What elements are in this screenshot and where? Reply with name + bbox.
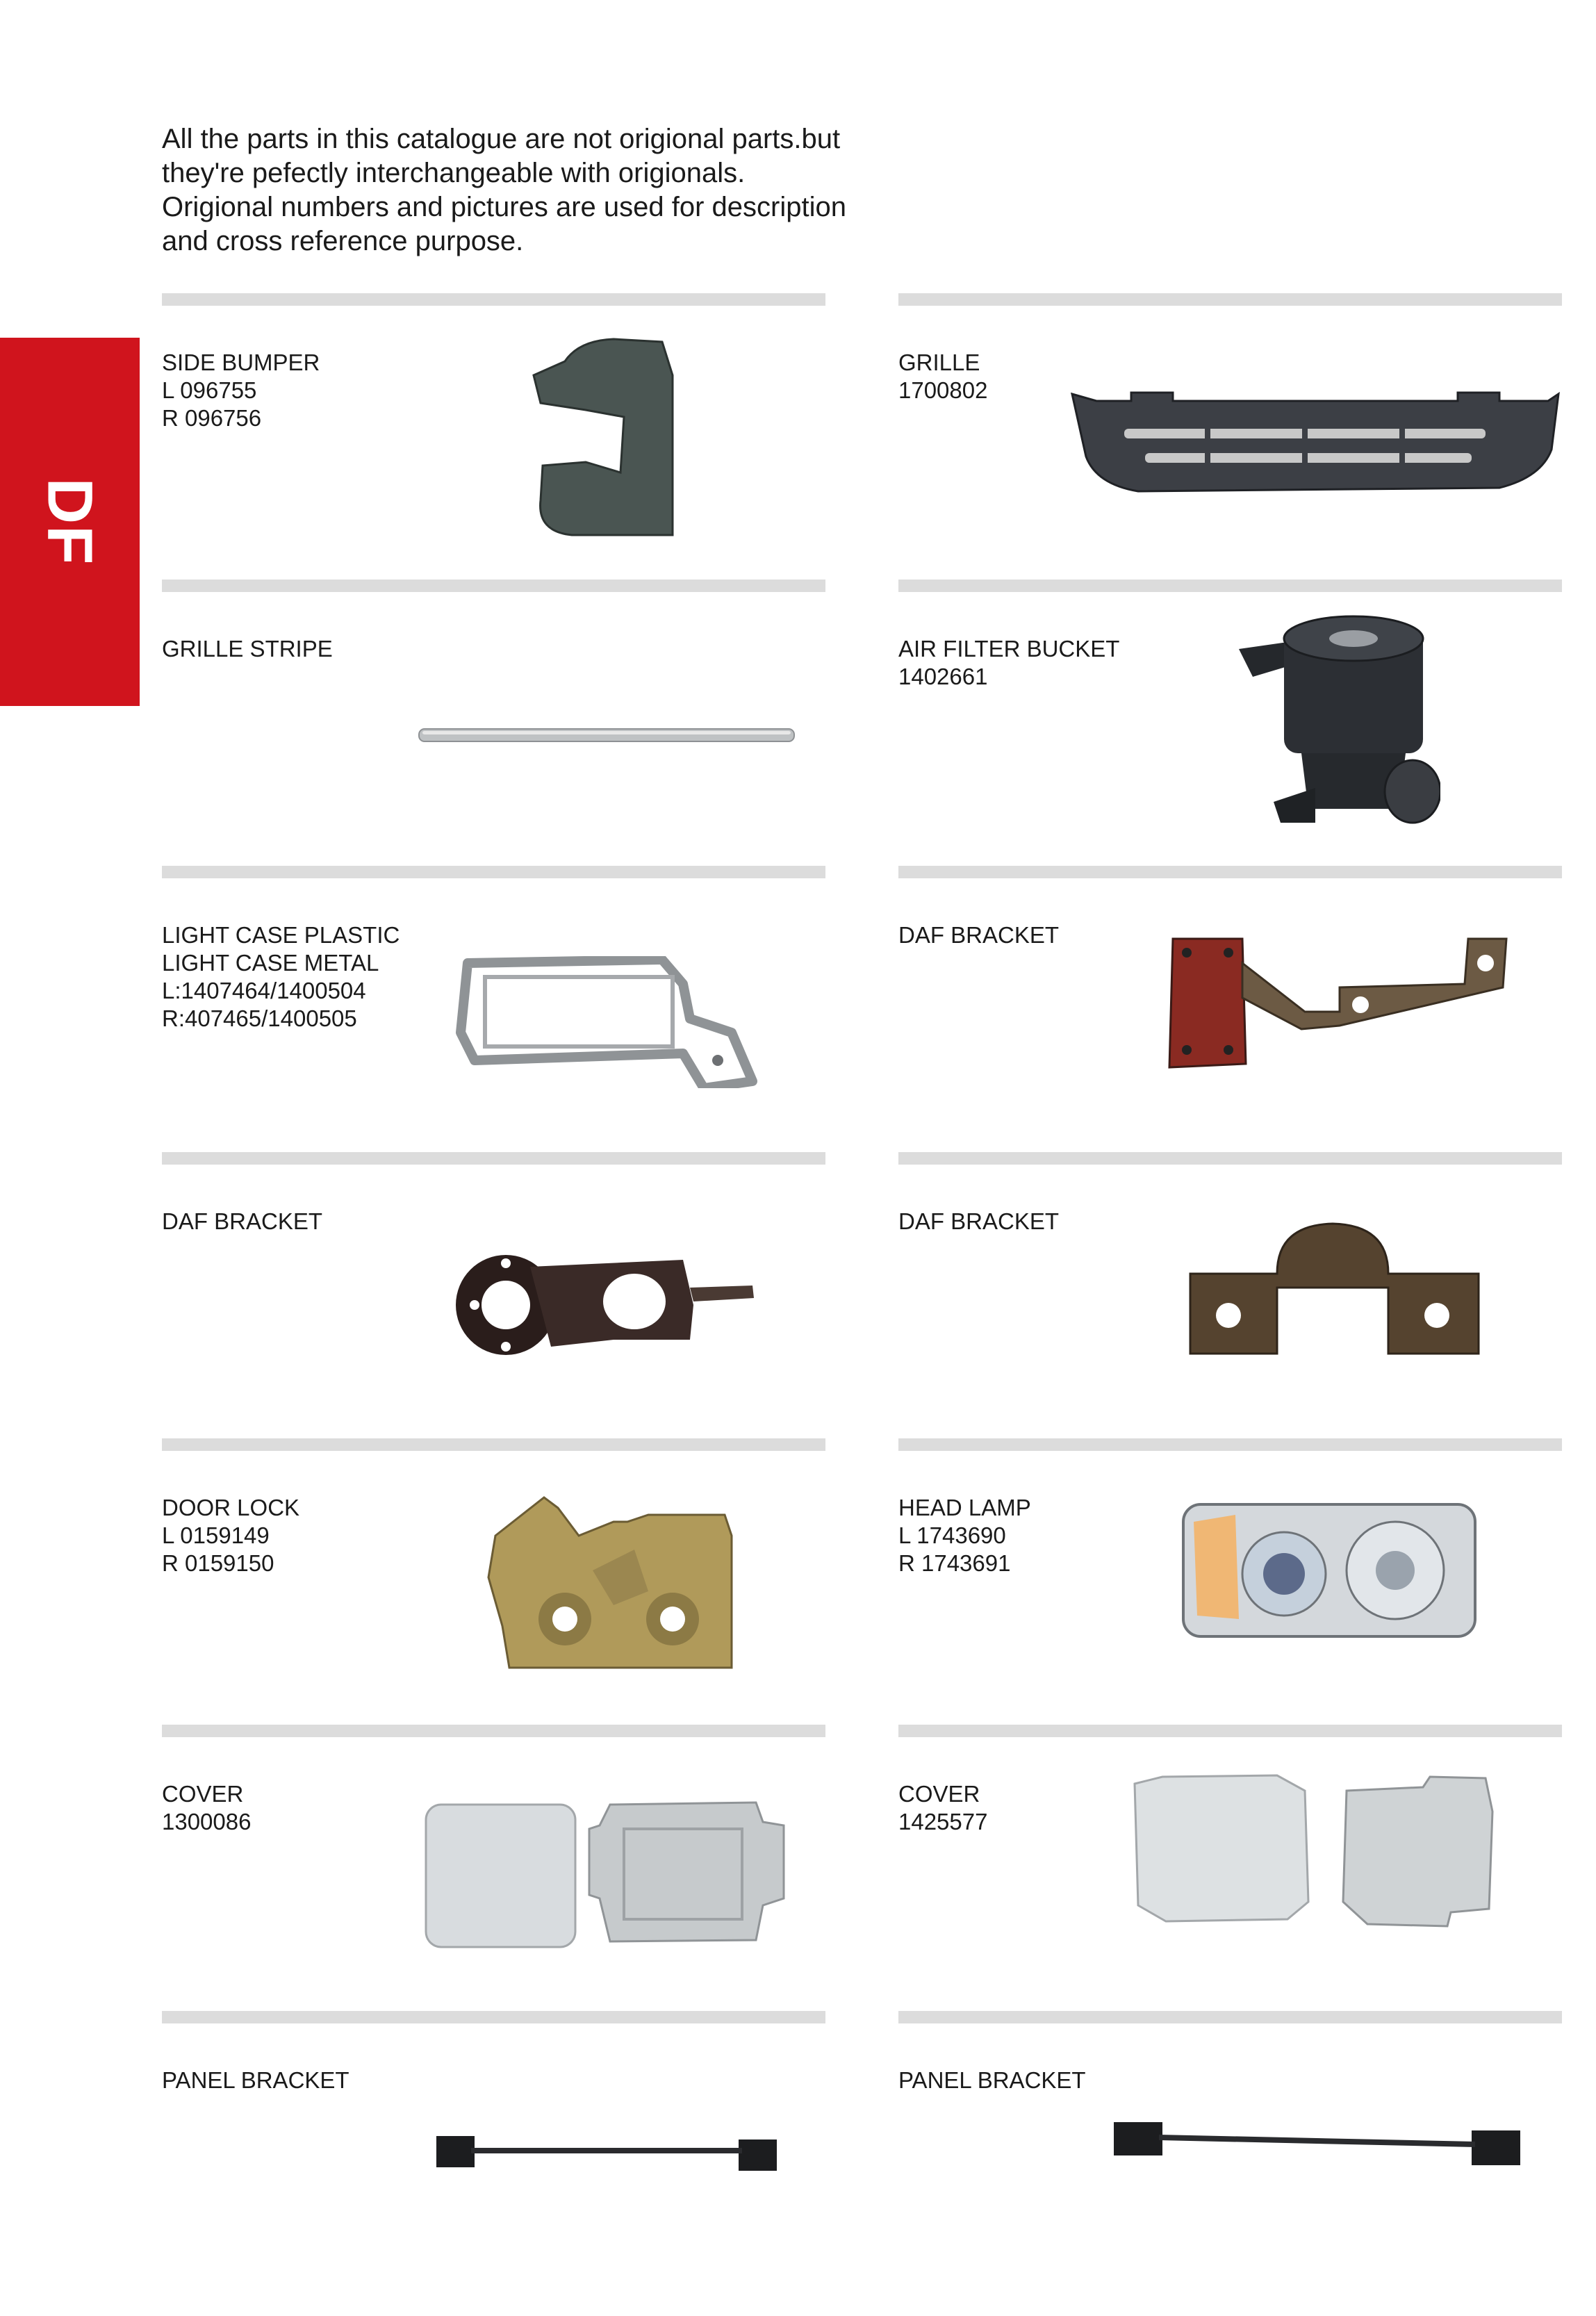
light-case-image [454,956,773,1088]
part-grille-stripe [162,580,825,857]
part-label [898,349,987,404]
section-divider [162,293,825,306]
part-number: R 0159150 [162,1550,274,1576]
section-divider [162,1152,825,1165]
part-label [898,1208,1059,1235]
part-number: L 096755 [162,377,257,403]
part-cover-1300086 [162,1725,825,2003]
part-number: R:407465/1400505 [162,1005,357,1031]
part-name: DOOR LOCK [162,1495,300,1520]
part-label [898,1780,987,1836]
part-light-case [162,866,825,1144]
grille-image [1069,387,1562,505]
section-divider [162,866,825,878]
part-number: L:1407464/1400504 [162,978,366,1003]
part-label [162,921,400,1033]
part-name: DAF BRACKET [162,1208,323,1234]
section-divider [898,293,1562,306]
side-bumper-image [523,334,690,542]
part-daf-bracket-2 [162,1152,825,1430]
disclaimer-line: All the parts in this catalogue are not origional parts.but [162,124,841,154]
section-divider [898,580,1562,592]
part-name: COVER [898,1781,980,1807]
part-label [898,635,1119,691]
section-divider [898,866,1562,878]
part-name: GRILLE STRIPE [162,636,333,662]
daf-bracket-image [454,1242,759,1361]
part-label [162,635,333,663]
part-number: 1402661 [898,664,988,689]
part-name: PANEL BRACKET [162,2067,349,2093]
section-divider [898,2011,1562,2023]
part-number: L 0159149 [162,1522,270,1548]
disclaimer-line: Origional numbers and pictures are used for description [162,192,846,222]
section-divider [898,1152,1562,1165]
door-lock-image [482,1494,739,1675]
brand-tab-label: DF [34,477,106,566]
part-label [898,2067,1086,2094]
section-divider [898,1438,1562,1451]
part-name: LIGHT CASE METAL [162,950,379,976]
part-cover-1425577 [898,1725,1562,2003]
part-name: LIGHT CASE PLASTIC [162,922,400,948]
grille-stripe-image [416,722,798,750]
part-daf-bracket-1 [898,866,1562,1144]
disclaimer-line: and cross reference purpose. [162,226,524,256]
part-air-filter-bucket [898,580,1562,857]
cover-image [1124,1770,1510,1944]
part-label [898,1494,1031,1577]
cover-image [422,1794,787,1954]
part-label [898,921,1059,949]
part-head-lamp [898,1438,1562,1716]
panel-bracket-image [433,2133,780,2174]
part-label [162,1780,251,1836]
part-number: 1700802 [898,377,988,403]
part-side-bumper [162,293,825,571]
part-label [162,1208,322,1235]
panel-bracket-image [1110,2115,1527,2171]
part-name: DAF BRACKET [898,922,1060,948]
part-label [162,2067,349,2094]
part-number: 1425577 [898,1809,988,1834]
part-name: COVER [162,1781,244,1807]
part-number: R 1743691 [898,1550,1011,1576]
section-divider [162,2011,825,2023]
part-daf-bracket-3 [898,1152,1562,1430]
part-name: AIR FILTER BUCKET [898,636,1120,662]
part-name: DAF BRACKET [898,1208,1060,1234]
part-panel-bracket-2 [898,2011,1562,2289]
daf-bracket-image [1187,1218,1482,1364]
part-number: 1300086 [162,1809,252,1834]
part-label [162,349,320,432]
part-door-lock [162,1438,825,1716]
section-divider [898,1725,1562,1737]
brand-side-tab [0,338,140,706]
daf-bracket-image [1166,935,1513,1074]
part-name: HEAD LAMP [898,1495,1031,1520]
part-panel-bracket-1 [162,2011,825,2289]
section-divider [162,1725,825,1737]
head-lamp-image [1180,1494,1479,1647]
part-name: SIDE BUMPER [162,350,320,375]
part-label [162,1494,299,1577]
part-name: GRILLE [898,350,980,375]
part-number: L 1743690 [898,1522,1006,1548]
section-divider [162,1438,825,1451]
section-divider [162,580,825,592]
part-grille [898,293,1562,571]
part-name: PANEL BRACKET [898,2067,1086,2093]
disclaimer-line: they're pefectly interchangeable with origionals. [162,158,746,188]
air-filter-bucket-image [1232,614,1440,837]
disclaimer-text [162,122,926,258]
part-number: R 096756 [162,405,262,431]
